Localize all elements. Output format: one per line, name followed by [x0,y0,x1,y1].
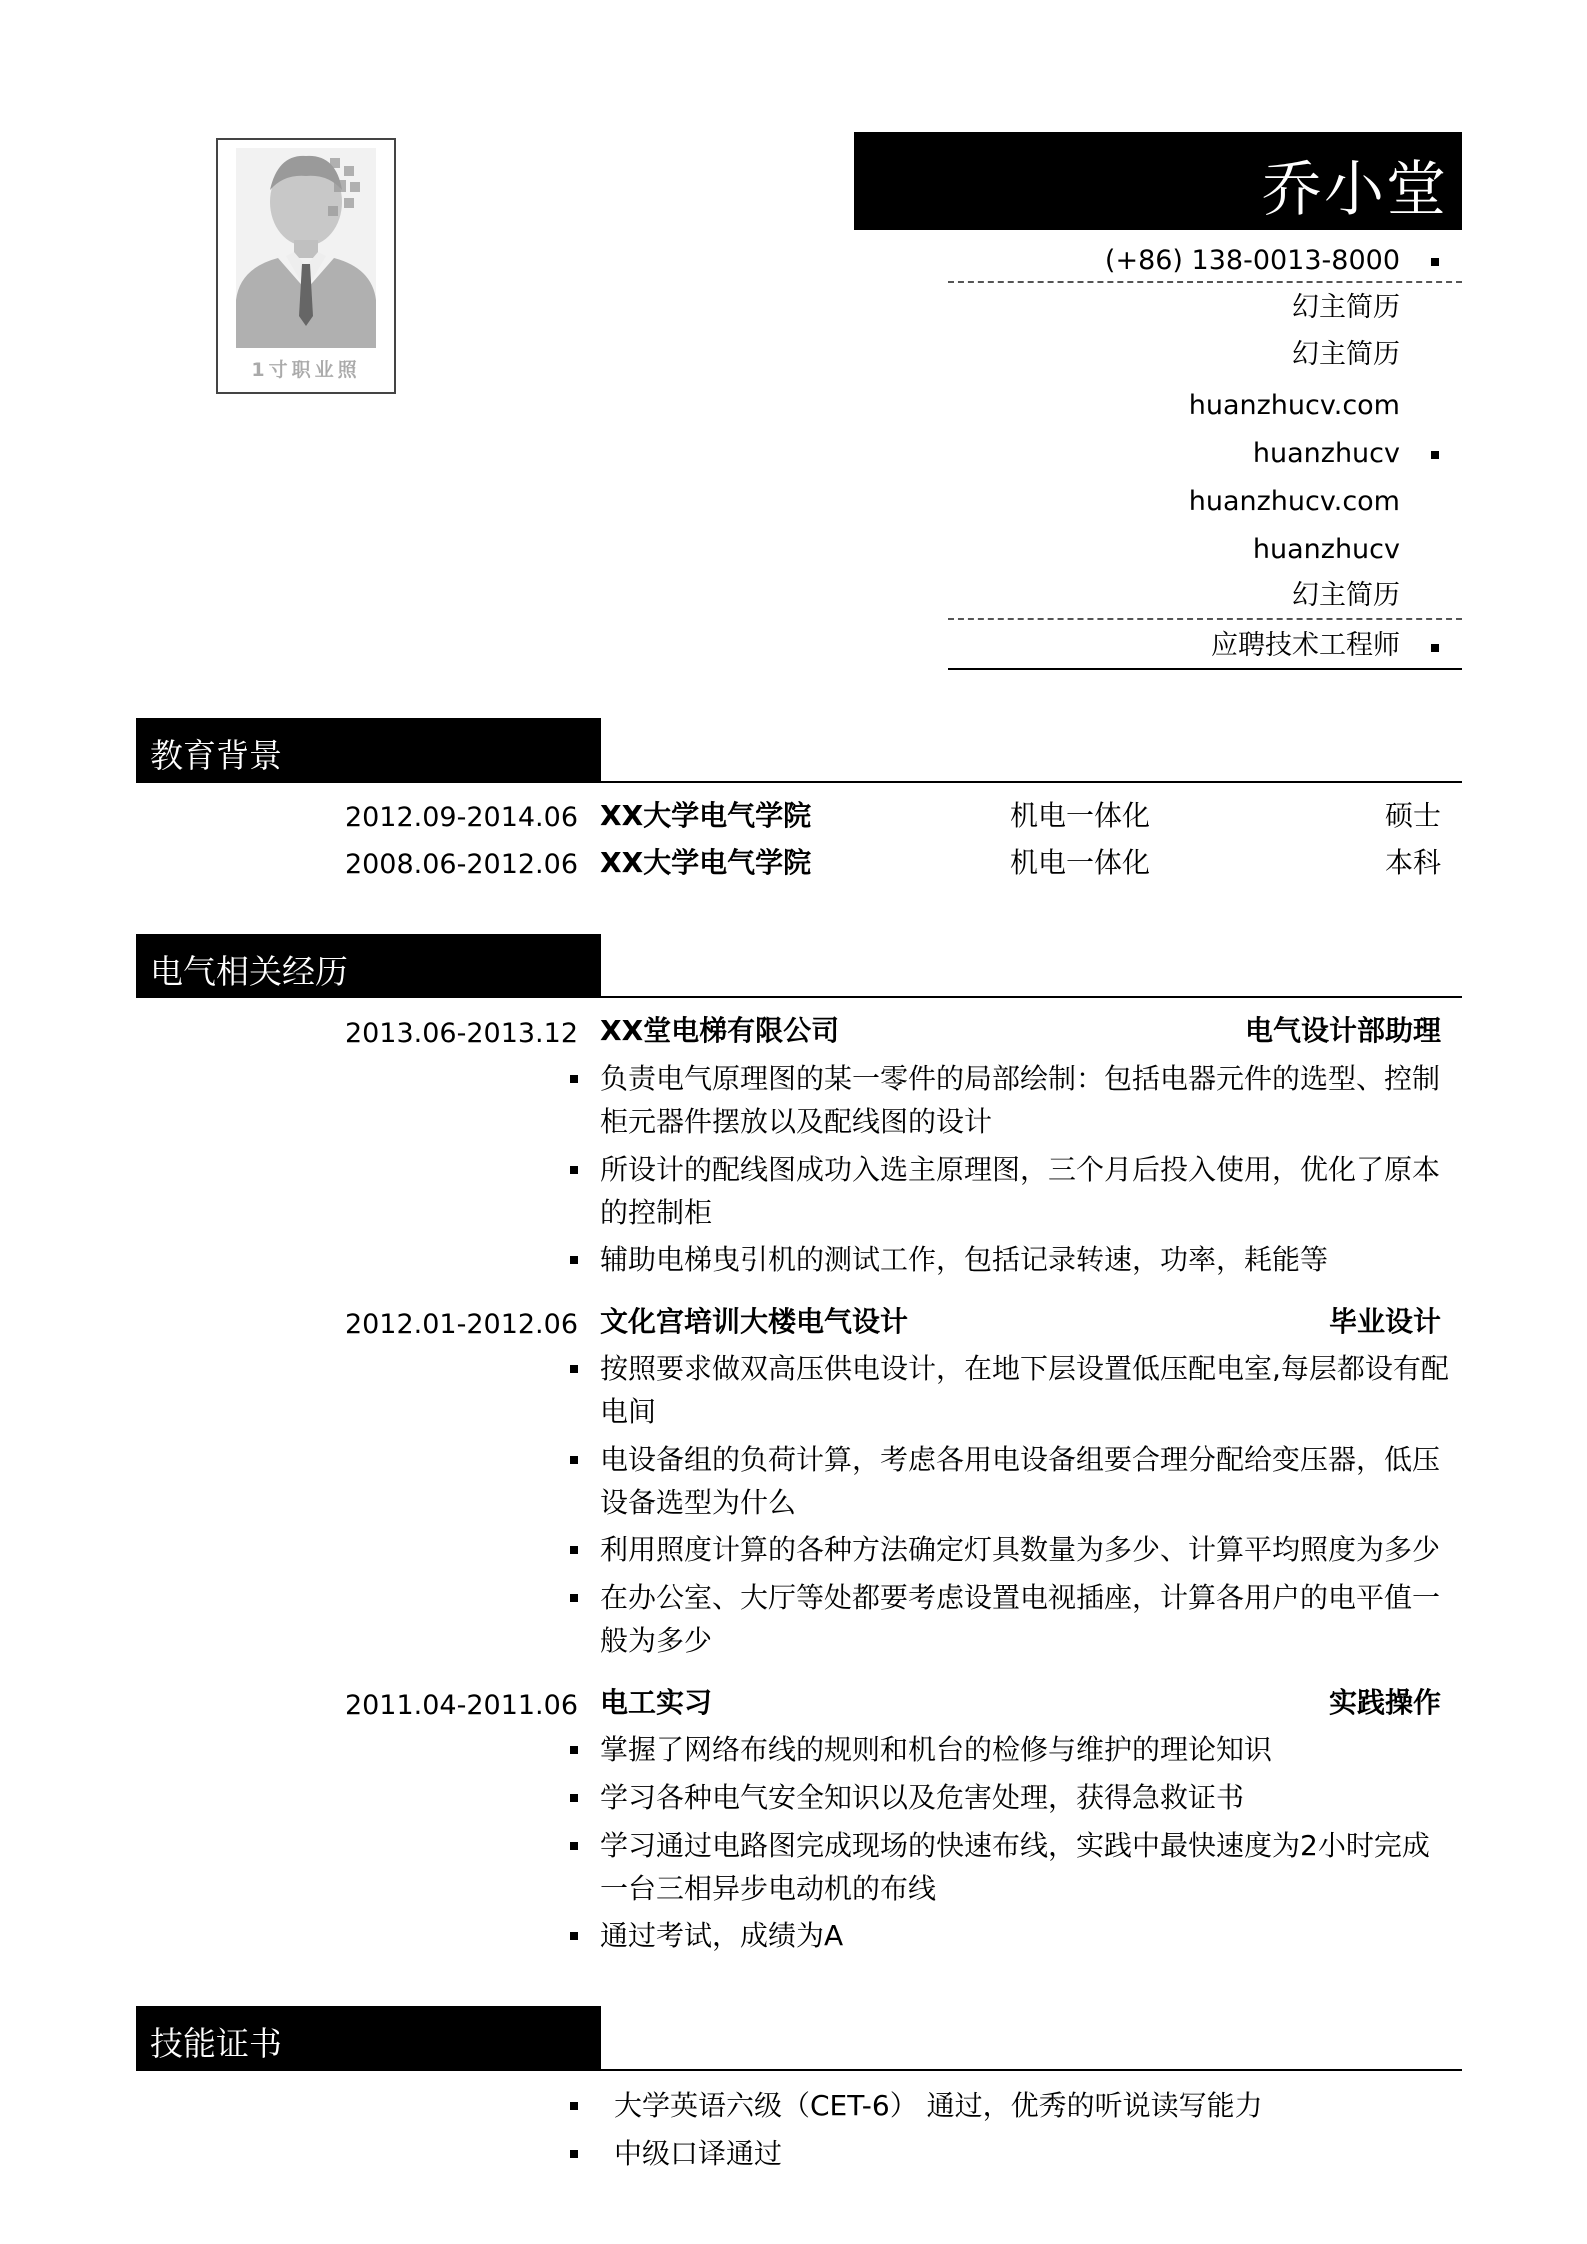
exp-role: 实践操作 [1328,1686,1441,1719]
section-divider [136,781,1462,783]
contact-website: huanzhucv.com [1188,486,1400,517]
bullet-icon [570,1932,578,1940]
profile-photo [216,138,396,394]
contact-phone: (+86) 138-0013-8000 [1104,245,1400,276]
dashed-divider [948,281,1462,283]
edu-degree: 硕士 [1384,799,1441,832]
bullet-icon [570,1256,578,1264]
exp-bullet: 在办公室、大厅等处都要考虑设置电视插座，计算各用户的电平值一般为多少 [600,1581,1441,1657]
bullet-icon [570,2102,578,2110]
contact-line: 幻主简历 [1292,292,1400,323]
exp-bullet: 负责电气原理图的某一零件的局部绘制：包括电器元件的选型、控制柜元器件摆放以及配线图的设计 [600,1062,1441,1138]
exp-bullet: 学习各种电气安全知识以及危害处理，获得急救证书 [600,1781,1245,1814]
exp-bullet: 按照要求做双高压供电设计，在地下层设置低压配电室,每层都设有配电间 [600,1352,1449,1428]
exp-bullet: 学习通过电路图完成现场的快速布线，实践中最快速度为2小时完成一台三相异步电动机的布线 [600,1829,1430,1905]
bullet-icon [570,1746,578,1754]
exp-bullet: 通过考试，成绩为A [600,1919,844,1952]
bullet-icon [1431,451,1439,459]
exp-bullet: 电设备组的负荷计算，考虑各用电设备组要合理分配给变压器，低压设备选型为什么 [600,1443,1441,1519]
bullet-icon [570,2150,578,2158]
bullet-icon [570,1456,578,1464]
exp-role: 毕业设计 [1328,1305,1441,1338]
bullet-icon [570,1546,578,1554]
name-banner [854,132,1462,230]
section-title: 教育背景 [150,736,282,775]
section-divider [136,996,1462,998]
skill-item: 中级口译通过 [614,2137,783,2170]
exp-organization: 电工实习 [600,1686,713,1719]
solid-divider [948,668,1462,670]
exp-bullet: 掌握了网络布线的规则和机台的检修与维护的理论知识 [600,1733,1273,1766]
bullet-icon [570,1166,578,1174]
edu-major: 机电一体化 [1010,799,1151,832]
edu-degree: 本科 [1384,846,1441,879]
exp-bullet: 所设计的配线图成功入选主原理图，三个月后投入使用，优化了原本的控制柜 [600,1153,1441,1229]
exp-date: 2012.01-2012.06 [344,1309,578,1340]
contact-line: huanzhucv [1252,534,1400,565]
exp-bullet: 利用照度计算的各种方法确定灯具数量为多少、计算平均照度为多少 [600,1533,1441,1566]
edu-date: 2012.09-2014.06 [344,802,578,833]
edu-date: 2008.06-2012.06 [344,849,578,880]
dashed-divider [948,618,1462,620]
exp-organization: XX堂电梯有限公司 [600,1014,840,1047]
section-divider [136,2069,1462,2071]
contact-line: 幻主简历 [1292,580,1400,611]
edu-major: 机电一体化 [1010,846,1151,879]
bullet-icon [1431,258,1439,266]
section-title: 技能证书 [150,2024,282,2063]
section-title: 电气相关经历 [150,952,348,991]
edu-school: XX大学电气学院 [600,846,812,879]
bullet-icon [570,1842,578,1850]
exp-bullet: 辅助电梯曳引机的测试工作，包括记录转速，功率，耗能等 [600,1243,1329,1276]
bullet-icon [570,1365,578,1373]
exp-date: 2013.06-2013.12 [344,1018,578,1049]
section-header-experience [136,934,601,998]
bullet-icon [570,1594,578,1602]
bullet-icon [570,1075,578,1083]
contact-line: huanzhucv [1252,438,1400,469]
skill-item: 大学英语六级（CET-6） 通过，优秀的听说读写能力 [614,2089,1263,2122]
exp-role: 电气设计部助理 [1244,1014,1441,1047]
photo-caption: 1寸职业照 [251,359,361,381]
edu-school: XX大学电气学院 [600,799,812,832]
bullet-icon [570,1794,578,1802]
contact-line: 幻主简历 [1292,339,1400,370]
job-objective: 应聘技术工程师 [1211,630,1400,661]
section-header-skills [136,2006,601,2070]
section-header-education [136,718,601,782]
contact-website: huanzhucv.com [1188,390,1400,421]
bullet-icon [1431,644,1439,652]
candidate-name: 乔小堂 [1262,155,1448,225]
exp-date: 2011.04-2011.06 [344,1690,578,1721]
exp-organization: 文化宫培训大楼电气设计 [600,1305,909,1338]
